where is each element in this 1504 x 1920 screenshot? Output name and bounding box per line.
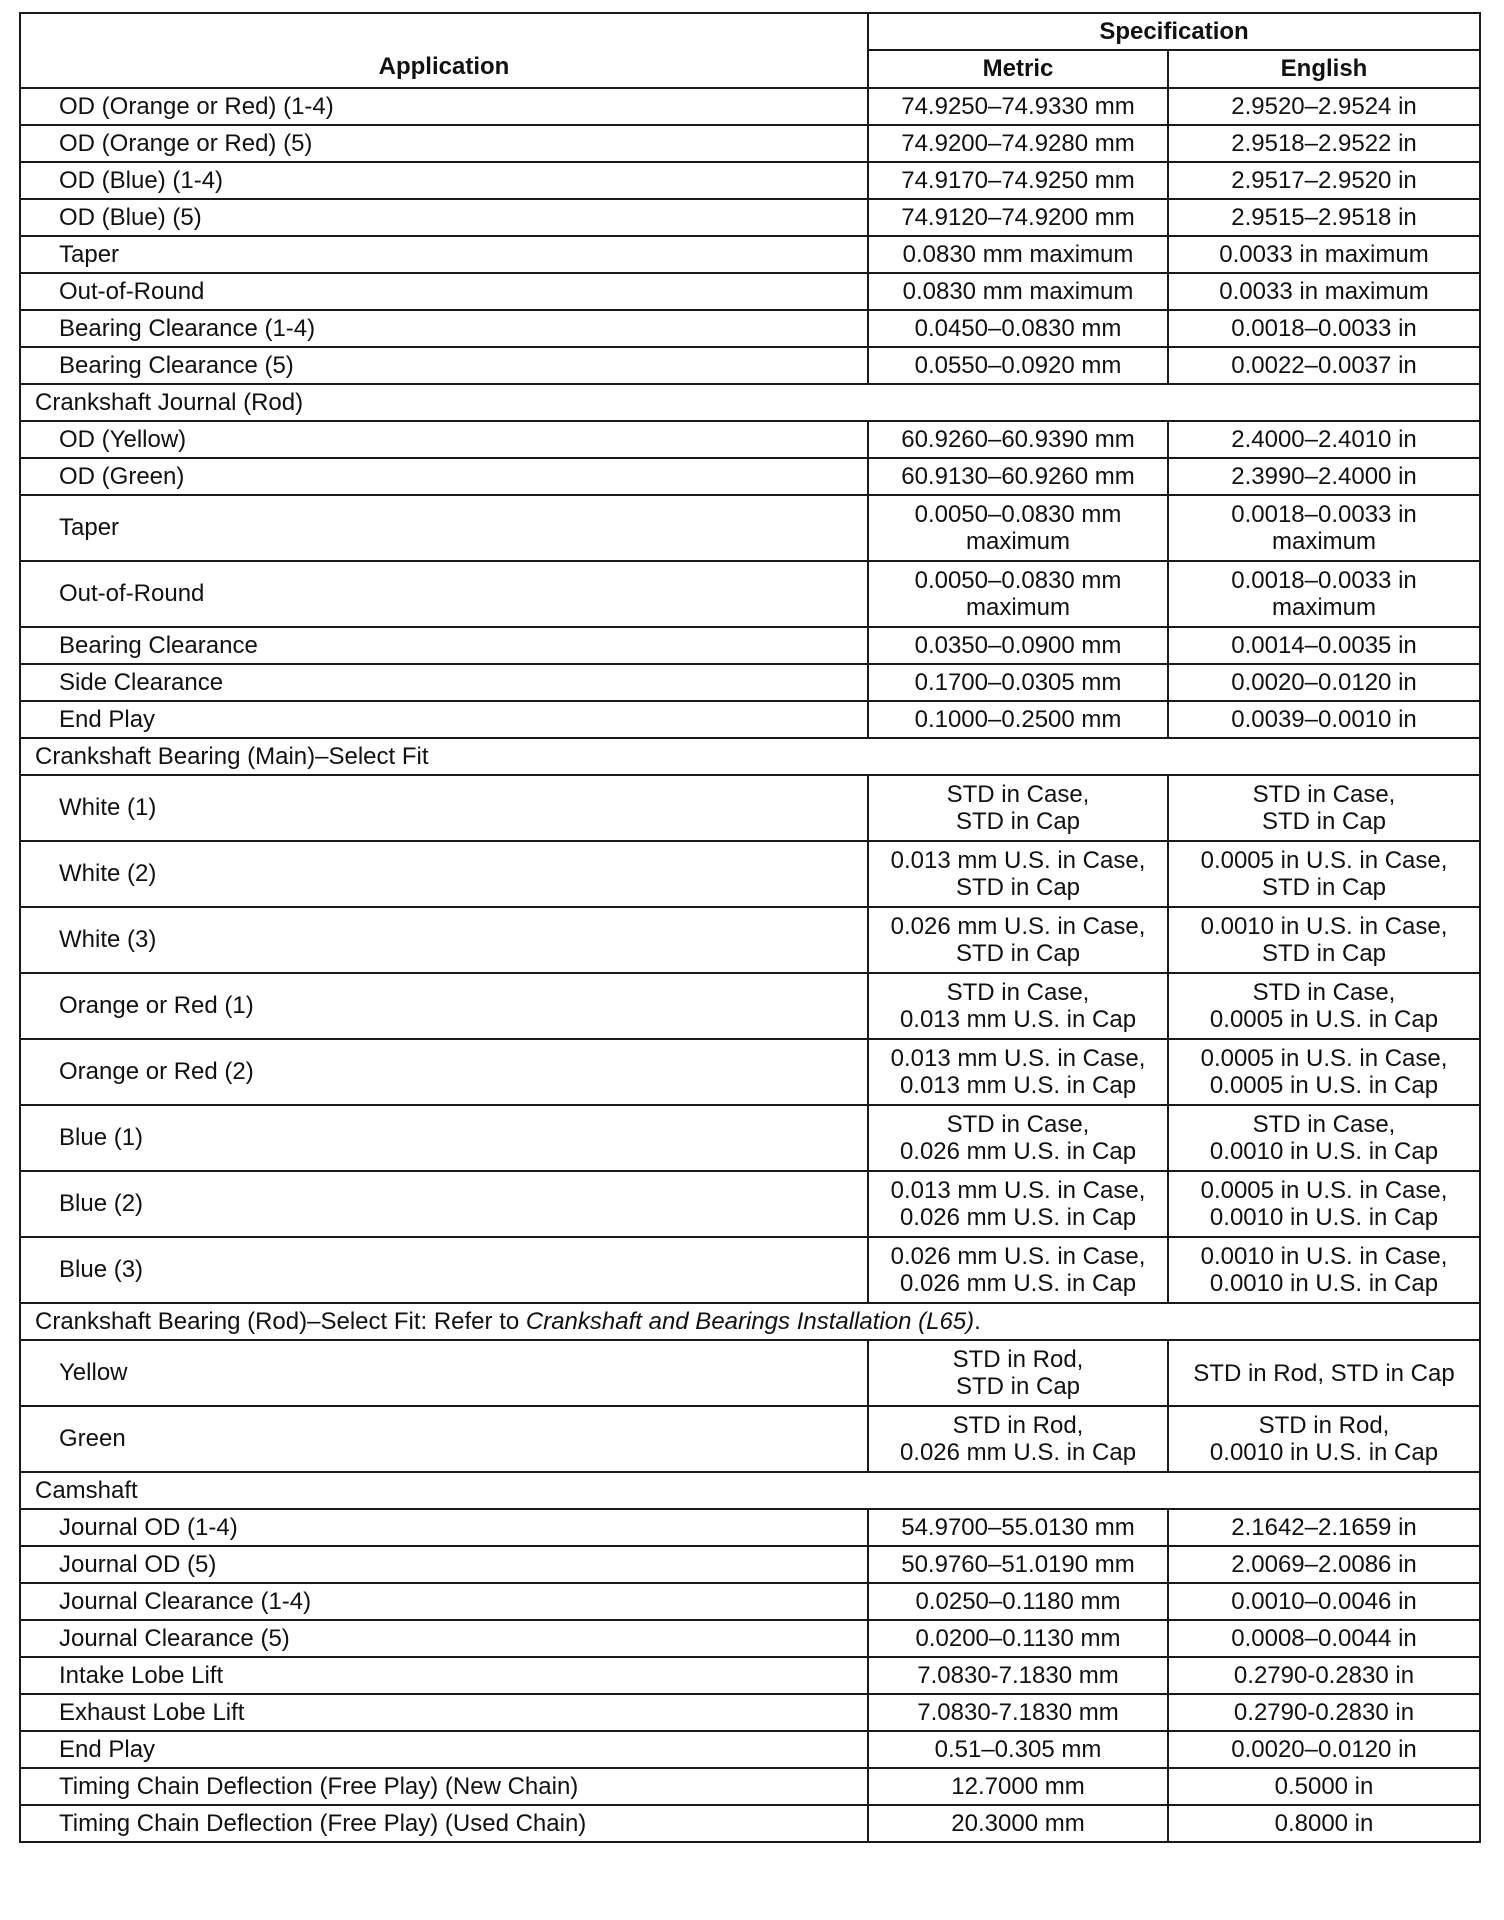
english-line: 0.0010 in U.S. in Case,	[1200, 1243, 1448, 1270]
application-cell: White (3)	[20, 907, 868, 973]
metric-cell	[868, 1657, 1168, 1694]
metric-cell	[868, 1039, 1168, 1105]
metric-line: 0.013 mm U.S. in Case,	[890, 1045, 1146, 1072]
section-header-row	[20, 738, 1480, 775]
english-cell: 2.9520–2.9524 in	[1168, 88, 1480, 125]
english-cell	[1168, 973, 1480, 1039]
application-cell: End Play	[20, 701, 868, 738]
english-line: 0.0039–0.0010 in	[1231, 706, 1417, 733]
metric-line: 0.013 mm U.S. in Case,	[890, 1177, 1146, 1204]
metric-line: STD in Case,	[946, 1111, 1090, 1138]
rod-bearing-title-suffix: .	[974, 1307, 981, 1335]
metric-line: 0.013 mm U.S. in Cap	[899, 1072, 1137, 1099]
english-cell	[1168, 1171, 1480, 1237]
english-cell	[1168, 421, 1480, 458]
english-cell	[1168, 775, 1480, 841]
metric-line: maximum	[965, 594, 1070, 621]
application-cell: Blue (2)	[20, 1171, 868, 1237]
english-cell: 0.0018–0.0033 in	[1168, 310, 1480, 347]
section-title-rod-journal: Crankshaft Journal (Rod)	[20, 384, 1480, 421]
metric-line: STD in Case,	[946, 781, 1090, 808]
english-cell	[1168, 907, 1480, 973]
metric-cell	[868, 701, 1168, 738]
table-row	[20, 162, 1480, 199]
metric-line: 0.1000–0.2500 mm	[914, 706, 1122, 733]
table-row	[20, 561, 1480, 627]
english-cell: 0.0033 in maximum	[1168, 236, 1480, 273]
english-cell: 2.9517–2.9520 in	[1168, 162, 1480, 199]
english-cell	[1168, 1657, 1480, 1694]
metric-line: STD in Case,	[946, 979, 1090, 1006]
metric-line: STD in Cap	[955, 808, 1081, 835]
application-cell: Yellow	[20, 1340, 868, 1406]
metric-line: 0.026 mm U.S. in Cap	[899, 1204, 1137, 1231]
metric-cell	[868, 1171, 1168, 1237]
application-cell: OD (Orange or Red) (1-4)	[20, 88, 868, 125]
specification-header: Specification	[868, 13, 1480, 50]
metric-cell	[868, 421, 1168, 458]
metric-cell: 0.0550–0.0920 mm	[868, 347, 1168, 384]
application-cell: Bearing Clearance (1-4)	[20, 310, 868, 347]
english-cell: 0.0022–0.0037 in	[1168, 347, 1480, 384]
metric-cell	[868, 1583, 1168, 1620]
table-row	[20, 1546, 1480, 1583]
metric-cell	[868, 1340, 1168, 1406]
table-row	[20, 1406, 1480, 1472]
metric-cell: 0.0830 mm maximum	[868, 236, 1168, 273]
metric-cell	[868, 1105, 1168, 1171]
application-cell: Orange or Red (1)	[20, 973, 868, 1039]
english-line: 0.0018–0.0033 in	[1231, 567, 1417, 594]
english-line: 0.5000 in	[1274, 1773, 1374, 1800]
metric-line: 54.9700–55.0130 mm	[901, 1514, 1135, 1541]
application-header: Application	[20, 13, 868, 88]
english-line: 0.0020–0.0120 in	[1231, 1736, 1417, 1763]
table-row	[20, 1694, 1480, 1731]
metric-line: 0.026 mm U.S. in Case,	[890, 1243, 1146, 1270]
application-cell: Taper	[20, 236, 868, 273]
table-row	[20, 1105, 1480, 1171]
english-line: maximum	[1271, 528, 1376, 555]
application-cell: End Play	[20, 1731, 868, 1768]
application-cell: Intake Lobe Lift	[20, 1657, 868, 1694]
metric-line: 12.7000 mm	[951, 1773, 1085, 1800]
english-cell: 2.9518–2.9522 in	[1168, 125, 1480, 162]
metric-line: 0.1700–0.0305 mm	[914, 669, 1122, 696]
table-row	[20, 664, 1480, 701]
metric-line: 60.9130–60.9260 mm	[901, 463, 1135, 490]
english-cell	[1168, 1583, 1480, 1620]
english-cell	[1168, 458, 1480, 495]
specification-table	[19, 12, 1481, 1843]
application-cell: Timing Chain Deflection (Free Play) (Used Chain)	[20, 1805, 868, 1842]
english-line: STD in Case,	[1252, 979, 1396, 1006]
table-row	[20, 1583, 1480, 1620]
table-row	[20, 125, 1480, 162]
english-line: 2.4000–2.4010 in	[1231, 426, 1417, 453]
english-cell: 2.9515–2.9518 in	[1168, 199, 1480, 236]
english-line: 0.0010 in U.S. in Cap	[1209, 1270, 1439, 1297]
english-line: 2.1642–2.1659 in	[1231, 1514, 1417, 1541]
english-cell	[1168, 701, 1480, 738]
metric-line: 0.0350–0.0900 mm	[914, 632, 1122, 659]
metric-cell	[868, 1546, 1168, 1583]
english-cell	[1168, 1620, 1480, 1657]
section-title-main-bearing: Crankshaft Bearing (Main)–Select Fit	[20, 738, 1480, 775]
metric-cell: 0.0450–0.0830 mm	[868, 310, 1168, 347]
table-row	[20, 1340, 1480, 1406]
english-line: STD in Case,	[1252, 1111, 1396, 1138]
english-cell	[1168, 1546, 1480, 1583]
metric-line: STD in Cap	[955, 940, 1081, 967]
table-row	[20, 1509, 1480, 1546]
english-cell	[1168, 1237, 1480, 1303]
application-cell: OD (Orange or Red) (5)	[20, 125, 868, 162]
metric-line: 7.0830-7.1830 mm	[917, 1699, 1119, 1726]
table-row	[20, 495, 1480, 561]
application-cell: Blue (1)	[20, 1105, 868, 1171]
english-line: STD in Case,	[1252, 781, 1396, 808]
metric-cell	[868, 561, 1168, 627]
english-cell	[1168, 1768, 1480, 1805]
table-row	[20, 701, 1480, 738]
metric-line: 0.0050–0.0830 mm	[914, 501, 1122, 528]
application-cell: Out-of-Round	[20, 273, 868, 310]
table-row	[20, 421, 1480, 458]
english-cell	[1168, 1694, 1480, 1731]
table-row	[20, 347, 1480, 384]
header-row-top	[20, 13, 1480, 50]
metric-cell	[868, 1509, 1168, 1546]
application-cell: OD (Yellow)	[20, 421, 868, 458]
english-line: 0.0018–0.0033 in	[1231, 501, 1417, 528]
english-line: 2.3990–2.4000 in	[1231, 463, 1417, 490]
metric-line: STD in Cap	[955, 874, 1081, 901]
english-line: 0.0010–0.0046 in	[1231, 1588, 1417, 1615]
application-cell: Journal OD (5)	[20, 1546, 868, 1583]
metric-cell	[868, 1768, 1168, 1805]
metric-cell: 74.9170–74.9250 mm	[868, 162, 1168, 199]
metric-cell	[868, 495, 1168, 561]
english-cell	[1168, 1509, 1480, 1546]
table-row	[20, 841, 1480, 907]
table-row	[20, 1657, 1480, 1694]
metric-line: 0.0050–0.0830 mm	[914, 567, 1122, 594]
metric-line: 0.026 mm U.S. in Case,	[890, 913, 1146, 940]
application-cell: Journal OD (1-4)	[20, 1509, 868, 1546]
section-header-row	[20, 1303, 1480, 1340]
application-cell: Out-of-Round	[20, 561, 868, 627]
table-row	[20, 1768, 1480, 1805]
application-cell: Green	[20, 1406, 868, 1472]
english-line: 0.0010 in U.S. in Cap	[1209, 1439, 1439, 1466]
metric-cell	[868, 1620, 1168, 1657]
english-line: maximum	[1271, 594, 1376, 621]
table-row	[20, 1171, 1480, 1237]
metric-cell	[868, 458, 1168, 495]
metric-line: 0.51–0.305 mm	[934, 1736, 1102, 1763]
table-row	[20, 627, 1480, 664]
english-header: English	[1168, 50, 1480, 88]
table-row	[20, 973, 1480, 1039]
metric-line: 0.026 mm U.S. in Cap	[899, 1439, 1137, 1466]
application-cell: Bearing Clearance (5)	[20, 347, 868, 384]
metric-line: 0.026 mm U.S. in Cap	[899, 1270, 1137, 1297]
english-cell	[1168, 1805, 1480, 1842]
application-cell: OD (Blue) (5)	[20, 199, 868, 236]
table-row	[20, 273, 1480, 310]
english-line: STD in Cap	[1261, 808, 1387, 835]
application-cell: OD (Green)	[20, 458, 868, 495]
table-row	[20, 458, 1480, 495]
english-cell	[1168, 664, 1480, 701]
english-line: 0.0005 in U.S. in Case,	[1200, 1045, 1448, 1072]
metric-line: 0.013 mm U.S. in Case,	[890, 847, 1146, 874]
metric-line: 20.3000 mm	[951, 1810, 1085, 1837]
english-line: 0.0005 in U.S. in Case,	[1200, 847, 1448, 874]
metric-cell	[868, 1805, 1168, 1842]
application-cell: Side Clearance	[20, 664, 868, 701]
application-cell: Timing Chain Deflection (Free Play) (New Chain)	[20, 1768, 868, 1805]
metric-cell	[868, 1237, 1168, 1303]
metric-cell	[868, 1406, 1168, 1472]
english-line: 0.2790-0.2830 in	[1233, 1662, 1415, 1689]
metric-line: 60.9260–60.9390 mm	[901, 426, 1135, 453]
english-cell	[1168, 1039, 1480, 1105]
metric-header: Metric	[868, 50, 1168, 88]
metric-line: 0.026 mm U.S. in Cap	[899, 1138, 1137, 1165]
table-row	[20, 1237, 1480, 1303]
application-cell: Exhaust Lobe Lift	[20, 1694, 868, 1731]
application-cell: White (1)	[20, 775, 868, 841]
english-line: STD in Cap	[1261, 940, 1387, 967]
english-line: 0.0010 in U.S. in Cap	[1209, 1138, 1439, 1165]
table-row	[20, 907, 1480, 973]
english-line: 0.0005 in U.S. in Cap	[1209, 1006, 1439, 1033]
english-line: 0.0005 in U.S. in Cap	[1209, 1072, 1439, 1099]
metric-line: 50.9760–51.0190 mm	[901, 1551, 1135, 1578]
table-row	[20, 1039, 1480, 1105]
table-row	[20, 88, 1480, 125]
english-cell	[1168, 841, 1480, 907]
application-cell: White (2)	[20, 841, 868, 907]
application-cell: Journal Clearance (1-4)	[20, 1583, 868, 1620]
english-cell	[1168, 1340, 1480, 1406]
metric-line: 0.013 mm U.S. in Cap	[899, 1006, 1137, 1033]
english-line: 0.0008–0.0044 in	[1231, 1625, 1417, 1652]
english-line: 0.2790-0.2830 in	[1233, 1699, 1415, 1726]
metric-cell: 74.9120–74.9200 mm	[868, 199, 1168, 236]
table-row	[20, 1731, 1480, 1768]
english-cell	[1168, 1105, 1480, 1171]
metric-line: 0.0200–0.1130 mm	[915, 1625, 1121, 1652]
metric-cell	[868, 907, 1168, 973]
english-line: 0.0014–0.0035 in	[1231, 632, 1417, 659]
rod-bearing-title-prefix: Crankshaft Bearing (Rod)–Select Fit: Refer to	[35, 1307, 526, 1335]
english-line: 0.0020–0.0120 in	[1231, 669, 1417, 696]
section-header-row	[20, 384, 1480, 421]
english-cell	[1168, 1406, 1480, 1472]
metric-cell	[868, 841, 1168, 907]
application-cell: Taper	[20, 495, 868, 561]
rod-bearing-title-reference[interactable]: Crankshaft and Bearings Installation (L65)	[525, 1307, 975, 1335]
english-cell	[1168, 561, 1480, 627]
section-title-rod-bearing	[20, 1303, 1480, 1340]
english-line: STD in Rod,	[1258, 1412, 1390, 1439]
application-cell: Orange or Red (2)	[20, 1039, 868, 1105]
metric-line: STD in Rod,	[952, 1346, 1084, 1373]
table-row	[20, 775, 1480, 841]
english-cell	[1168, 495, 1480, 561]
english-line: 0.0005 in U.S. in Case,	[1200, 1177, 1448, 1204]
table-row	[20, 310, 1480, 347]
table-row	[20, 236, 1480, 273]
metric-cell	[868, 973, 1168, 1039]
english-line: 2.0069–2.0086 in	[1231, 1551, 1417, 1578]
english-cell	[1168, 627, 1480, 664]
metric-cell: 0.0830 mm maximum	[868, 273, 1168, 310]
metric-line: maximum	[965, 528, 1070, 555]
application-cell: OD (Blue) (1-4)	[20, 162, 868, 199]
application-cell: Bearing Clearance	[20, 627, 868, 664]
section-header-row	[20, 1472, 1480, 1509]
english-line: 0.0010 in U.S. in Cap	[1209, 1204, 1439, 1231]
metric-cell	[868, 664, 1168, 701]
table-row	[20, 199, 1480, 236]
english-cell: 0.0033 in maximum	[1168, 273, 1480, 310]
metric-line: 7.0830-7.1830 mm	[917, 1662, 1119, 1689]
section-title-camshaft: Camshaft	[20, 1472, 1480, 1509]
application-cell: Blue (3)	[20, 1237, 868, 1303]
metric-cell: 74.9250–74.9330 mm	[868, 88, 1168, 125]
application-cell: Journal Clearance (5)	[20, 1620, 868, 1657]
metric-line: STD in Cap	[955, 1373, 1081, 1400]
english-line: 0.0010 in U.S. in Case,	[1200, 913, 1448, 940]
metric-cell	[868, 627, 1168, 664]
english-line: STD in Rod, STD in Cap	[1193, 1359, 1455, 1387]
english-cell	[1168, 1731, 1480, 1768]
english-line: STD in Cap	[1261, 874, 1387, 901]
metric-cell: 74.9200–74.9280 mm	[868, 125, 1168, 162]
metric-cell	[868, 1694, 1168, 1731]
metric-line: 0.0250–0.1180 mm	[915, 1588, 1121, 1615]
metric-line: STD in Rod,	[952, 1412, 1084, 1439]
english-line: 0.8000 in	[1274, 1810, 1374, 1837]
metric-cell	[868, 775, 1168, 841]
table-row	[20, 1805, 1480, 1842]
table-row	[20, 1620, 1480, 1657]
metric-cell	[868, 1731, 1168, 1768]
